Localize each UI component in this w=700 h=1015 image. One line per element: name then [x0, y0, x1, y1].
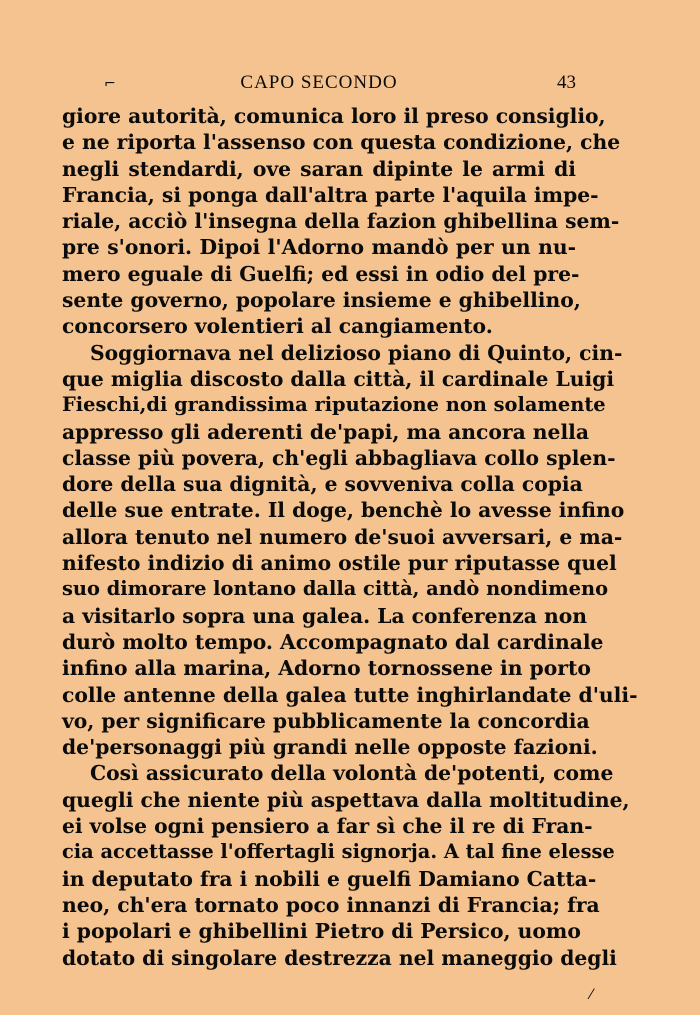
text-line: sente governo, popolare insieme e ghibellino, — [62, 288, 581, 313]
text-line: que miglia discosto dalla città, il cardinale Luigi — [62, 366, 615, 391]
text-line: i popolari e ghibellini Pietro di Persico, uomo — [62, 919, 581, 944]
text-line: neo, ch'era tornato poco innanzi di Francia; fra — [62, 892, 600, 917]
paragraph-start-line: Soggiornava nel delizioso piano di Quinto, cin- — [90, 340, 623, 365]
text-line: riale, acciò l'insegna della fazion ghibellina sem- — [62, 209, 620, 234]
text-line: Fieschi,di grandissima riputazione non solamente — [62, 393, 606, 417]
text-line: durò molto tempo. Accompagnato dal cardinale — [62, 629, 604, 654]
text-line: e ne riporta l'assenso con questa condizione, che — [62, 130, 621, 155]
header-mark: ⌐ — [104, 76, 116, 92]
text-line: cia accettasse l'offertagli signorja. A tal fine elesse — [62, 840, 615, 864]
text-line: pre s'onori. Dipoi l'Adorno mandò per un nu- — [62, 235, 576, 260]
text-line: Francia, si ponga dall'altra parte l'aquila impe- — [62, 182, 599, 207]
text-line: classe più povera, ch'egli abbagliava collo splen- — [62, 445, 616, 470]
chapter-title: CAPO SECONDO — [240, 72, 398, 93]
text-line: giore autorità, comunica loro il preso consiglio, — [62, 104, 606, 128]
text-line: colle antenne della galea tutte inghirlandate d'uli- — [62, 682, 638, 707]
text-line: suo dimorare lontano dalla città, andò nondimeno — [62, 577, 609, 601]
text-line: allora tenuto nel numero de'suoi avversari, e ma- — [62, 524, 623, 549]
text-line: nifesto indizio di animo ostile pur riputasse quel — [62, 551, 617, 576]
text-line: in deputato fra i nobili e guelfi Damiano Catta- — [62, 866, 597, 891]
text-line: dotato di singolare destrezza nel maneggio degli — [62, 945, 617, 970]
text-line: appresso gli aderenti de'papi, ma ancora nella — [62, 419, 589, 444]
text-line: vo, per significare pubblicamente la concordia — [62, 708, 590, 733]
text-line: dore della sua dignità, e sovveniva colla copia — [62, 472, 583, 497]
paragraph-start-line: Così assicurato della volontà de'potenti, come — [90, 761, 614, 786]
paragraph-end-line: de'personaggi più grandi nelle opposte fazioni. — [62, 735, 598, 760]
text-line: delle sue entrate. Il doge, benchè lo avesse infino — [62, 498, 625, 523]
body-text — [62, 103, 638, 971]
footer-mark: ⁄ — [590, 987, 593, 1003]
text-line: ei volse ogni pensiero a far sì che il re di Fran- — [62, 814, 593, 839]
text-line: a visitarlo sopra una galea. La conferenza non — [62, 603, 587, 628]
text-line: quegli che niente più aspettava dalla moltitudine, — [62, 787, 630, 812]
page-header — [62, 72, 576, 100]
page-number: 43 — [557, 72, 576, 93]
text-line: negli stendardi, ove saran dipinte le armi di — [62, 156, 576, 181]
text-line: mero eguale di Guelfi; ed essi in odio del pre- — [62, 261, 580, 286]
paragraph-end-line: concorsero volentieri al cangiamento. — [62, 314, 493, 339]
text-line: infino alla marina, Adorno tornossene in porto — [62, 656, 591, 681]
